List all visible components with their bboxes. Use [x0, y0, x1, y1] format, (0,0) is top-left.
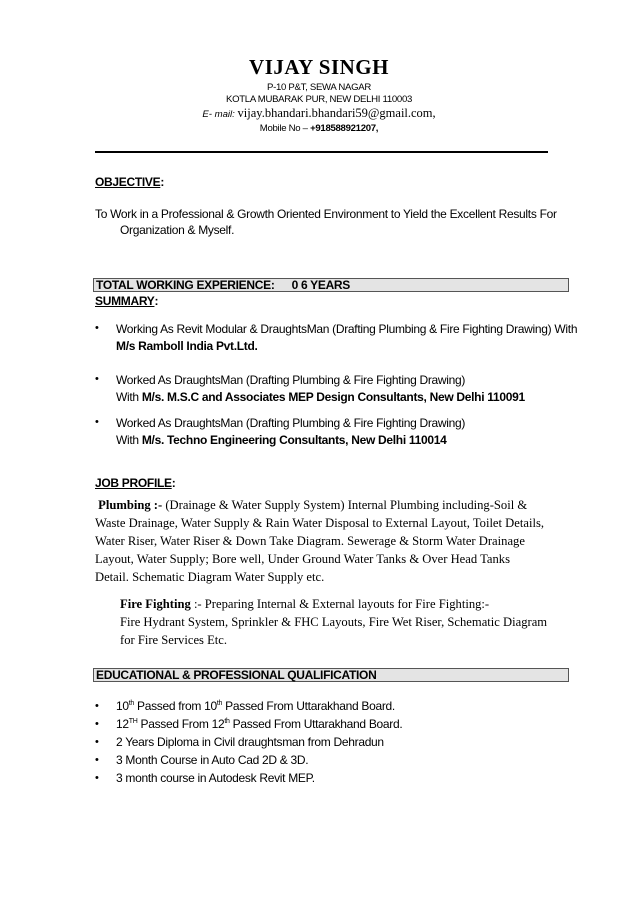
bullet-icon: •	[95, 373, 99, 385]
plumbing-description: Plumbing :- (Drainage & Water Supply System) Internal Plumbing including-Soil & Waste Drainage, Water Supply & Rain Water Disposal to External Layout, Toilet Details, Water Riser, Water Riser & Down Take Diagram. Sewerage & Storm Water Drainage Layout, Water Supply; Bore well, Under Ground Water Tanks & Over Head Tanks Detail. Schematic Diagram Water Supply etc.	[95, 498, 544, 584]
fire-fighting-description: Fire Fighting :- Preparing Internal & External layouts for Fire Fighting:- Fire Hydrant System, Sprinkler & FHC Layouts, Fire Wet Riser, Schematic Diagram for Fire Services Etc.	[120, 597, 548, 647]
bullet-icon: •	[95, 772, 99, 784]
employer-name: M/s Ramboll India Pvt.Ltd.	[116, 339, 258, 353]
education-list	[95, 697, 565, 787]
experience-label: TOTAL WORKING EXPERIENCE:	[96, 278, 275, 292]
education-label: EDUCATIONAL & PROFESSIONAL QUALIFICATION	[96, 668, 377, 682]
summary-item: • Worked As DraughtsMan (Drafting Plumbing & Fire Fighting Drawing) With M/s. Techno Engineering Consultants, New Delhi 110014	[95, 416, 466, 447]
bullet-icon: •	[95, 754, 99, 766]
bullet-icon: •	[95, 322, 99, 334]
summary-item: • Worked As DraughtsMan (Drafting Plumbing & Fire Fighting Drawing) With M/s. M.S.C and Associates MEP Design Consultants, New Delhi 110091	[95, 373, 525, 404]
fire-fighting-label: Fire Fighting	[120, 597, 191, 611]
employer-name: M/s. M.S.C and Associates MEP Design Consultants, New Delhi 110091	[141, 390, 525, 404]
mobile-number: +918588921207,	[310, 123, 379, 134]
address-line-2: KOTLA MUBARAK PUR, NEW DELHI 110003	[225, 94, 413, 105]
experience-value: 0 6 YEARS	[291, 278, 351, 292]
header-divider	[95, 151, 548, 153]
address-line-1: P-10 P&T, SEWA NAGAR	[266, 82, 371, 93]
bullet-icon: •	[95, 736, 99, 748]
education-item: • 3 Month Course in Auto Cad 2D & 3D.	[95, 753, 309, 767]
experience-band	[93, 278, 569, 292]
email-address[interactable]: vijay.bhandari.bhandari59@gmail.com,	[237, 106, 436, 120]
bullet-icon: •	[95, 416, 99, 428]
summary-item: • Working As Revit Modular & DraughtsMan (Drafting Plumbing & Fire Fighting Drawing) With M/s Ramboll India Pvt.Ltd.	[95, 322, 578, 353]
employer-name: M/s. Techno Engineering Consultants, New Delhi 110014	[141, 433, 447, 447]
education-band	[93, 668, 569, 682]
education-item: • 12TH Passed From 12th Passed From Uttarakhand Board.	[95, 717, 403, 731]
bullet-icon: •	[95, 718, 99, 730]
education-item: • 10th Passed from 10th Passed From Uttarakhand Board.	[95, 699, 395, 713]
education-item: • 3 month course in Autodesk Revit MEP.	[95, 771, 315, 785]
job-profile-heading: JOB PROFILE:	[95, 476, 176, 490]
summary-heading: SUMMARY:	[95, 294, 159, 308]
mobile-label: Mobile No –	[259, 123, 308, 134]
objective-heading: OBJECTIVE:	[95, 175, 165, 189]
objective-text: To Work in a Professional & Growth Oriented Environment to Yield the Excellent Results For Organization & Myself.	[95, 207, 557, 237]
education-item: • 2 Years Diploma in Civil draughtsman from Dehradun	[95, 735, 384, 749]
plumbing-label: Plumbing :-	[98, 498, 163, 512]
mobile-line	[0, 123, 638, 134]
email-label: E- mail:	[202, 109, 235, 120]
email-line	[0, 106, 638, 121]
candidate-name: VIJAY SINGH	[249, 55, 389, 79]
